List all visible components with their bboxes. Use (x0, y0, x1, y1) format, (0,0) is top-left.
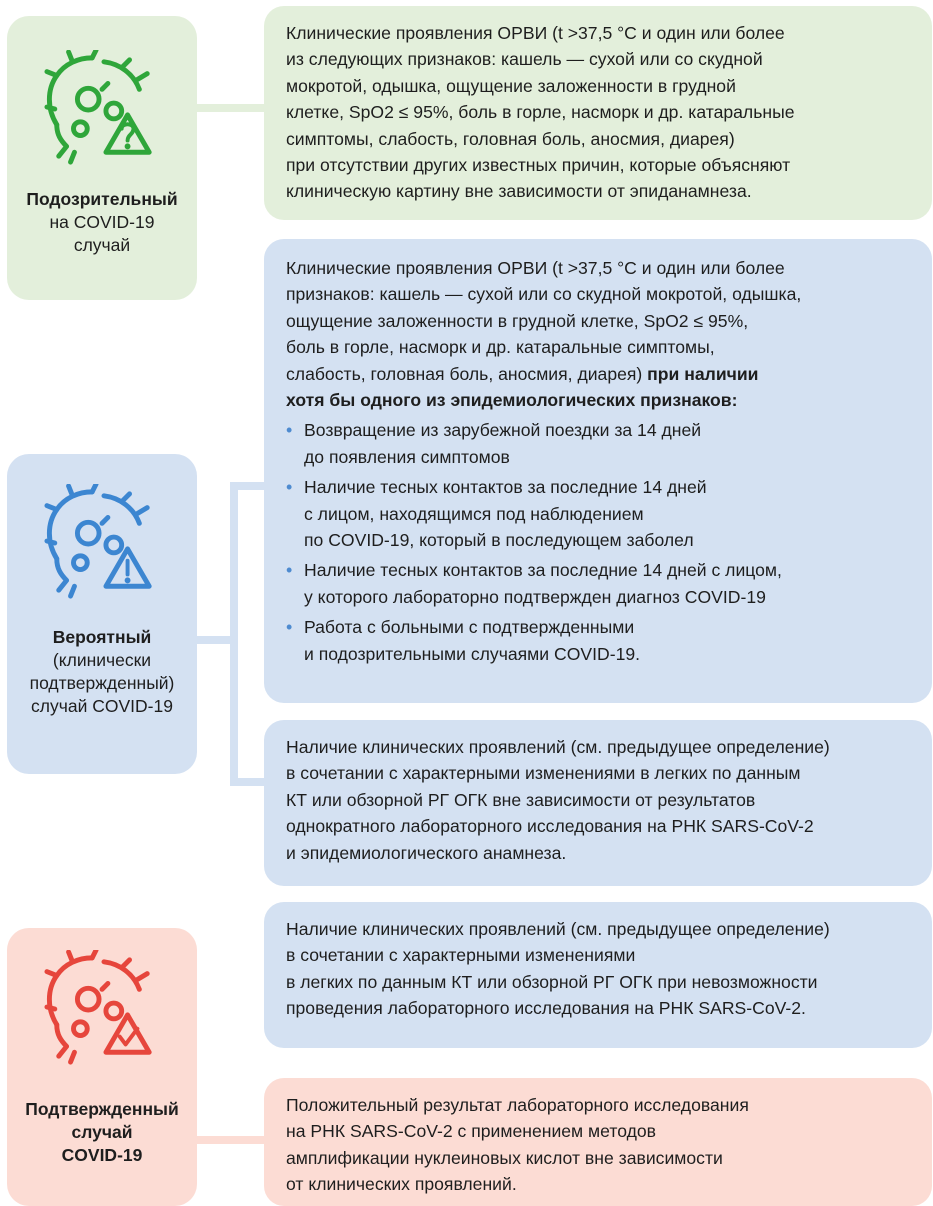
category-probable (7, 454, 197, 774)
connector-confirmed (196, 1136, 266, 1144)
virus-question-icon (43, 50, 161, 168)
connector-probable-bottom (230, 778, 266, 786)
definition-probable-clinical-epi: Клинические проявления ОРВИ (t >37,5 °C и один или более признаков: кашель — сухой или со скудной мокротой, одышка, ощущение заложенности в грудной клетке, SpO2 ≤ 95%, боль в горле, насморк и др. катаральные симптомы, слабость, головная боль, аносмия, диарея) при наличии хотя бы одного из эпидемиологических признаков: • Возвращение из зарубежной поездки за 14 дней до появления симптомов • Наличие тесных контактов за последние 14 дней с лицом, находящимся под наблюдением по COVID-19, который в последующем заболел • Наличие тесных контактов за последние 14 дней с лицом, у которого лабораторно подтвержден диагноз COVID-19 • Работа с больными с подтвержденными и подозрительными случаями COVID-19. (264, 239, 932, 703)
connector-probable-vertical (230, 482, 238, 782)
definition-confirmed: Положительный результат лабораторного исследования на РНК SARS-CoV-2 с применением методов амплификации нуклеиновых кислот вне зависимости от клинических проявлений. (264, 1078, 932, 1206)
category-confirmed-label: Подтвержденный случай COVID-19 (25, 1099, 179, 1165)
virus-check-icon (43, 950, 161, 1068)
category-suspect (7, 16, 197, 300)
definition-probable-ct: Наличие клинических проявлений (см. предыдущее определение) в сочетании с характерными изменениями в легких по данным КТ или обзорной РГ ОГК вне зависимости от результатов однократного лабораторного исследования на РНК SARS-CoV-2 и эпидемиологического анамнеза. (264, 720, 932, 886)
category-confirmed (7, 928, 197, 1206)
connector-suspect (196, 104, 266, 112)
definition-suspect: Клинические проявления ОРВИ (t >37,5 °C и один или более из следующих признаков: кашель — сухой или со скудной мокротой, одышка, ощущение заложенности в грудной клетке, SpO2 ≤ 95%, боль в горле, насморк и др. катаральные симптомы, слабость, головная боль, аносмия, диарея) при отсутствии других известных причин, которые объясняют клиническую картину вне зависимости от эпиданамнеза. (264, 6, 932, 220)
connector-probable-top (230, 482, 266, 490)
category-probable-label: Вероятный (клинически подтвержденный) случай COVID-19 (29, 627, 175, 716)
epidemiological-criteria-list (286, 417, 916, 667)
list-item: • Наличие тесных контактов за последние 14 дней с лицом, у которого лабораторно подтвержден диагноз COVID-19 (286, 557, 916, 610)
virus-exclamation-icon (43, 484, 161, 602)
connector-probable-horizontal (196, 636, 234, 644)
category-suspect-label: Подозрительный на COVID-19 случай (26, 189, 178, 255)
list-item: • Возвращение из зарубежной поездки за 14 дней до появления симптомов (286, 417, 916, 470)
list-item: • Работа с больными с подтвержденными и подозрительными случаями COVID-19. (286, 614, 916, 667)
definition-probable-no-lab: Наличие клинических проявлений (см. предыдущее определение) в сочетании с характерными изменениями в легких по данным КТ или обзорной РГ ОГК при невозможности проведения лабораторного исследования на РНК SARS-CoV-2. (264, 902, 932, 1048)
list-item: • Наличие тесных контактов за последние 14 дней с лицом, находящимся под наблюдением по COVID-19, который в последующем заболел (286, 474, 916, 553)
